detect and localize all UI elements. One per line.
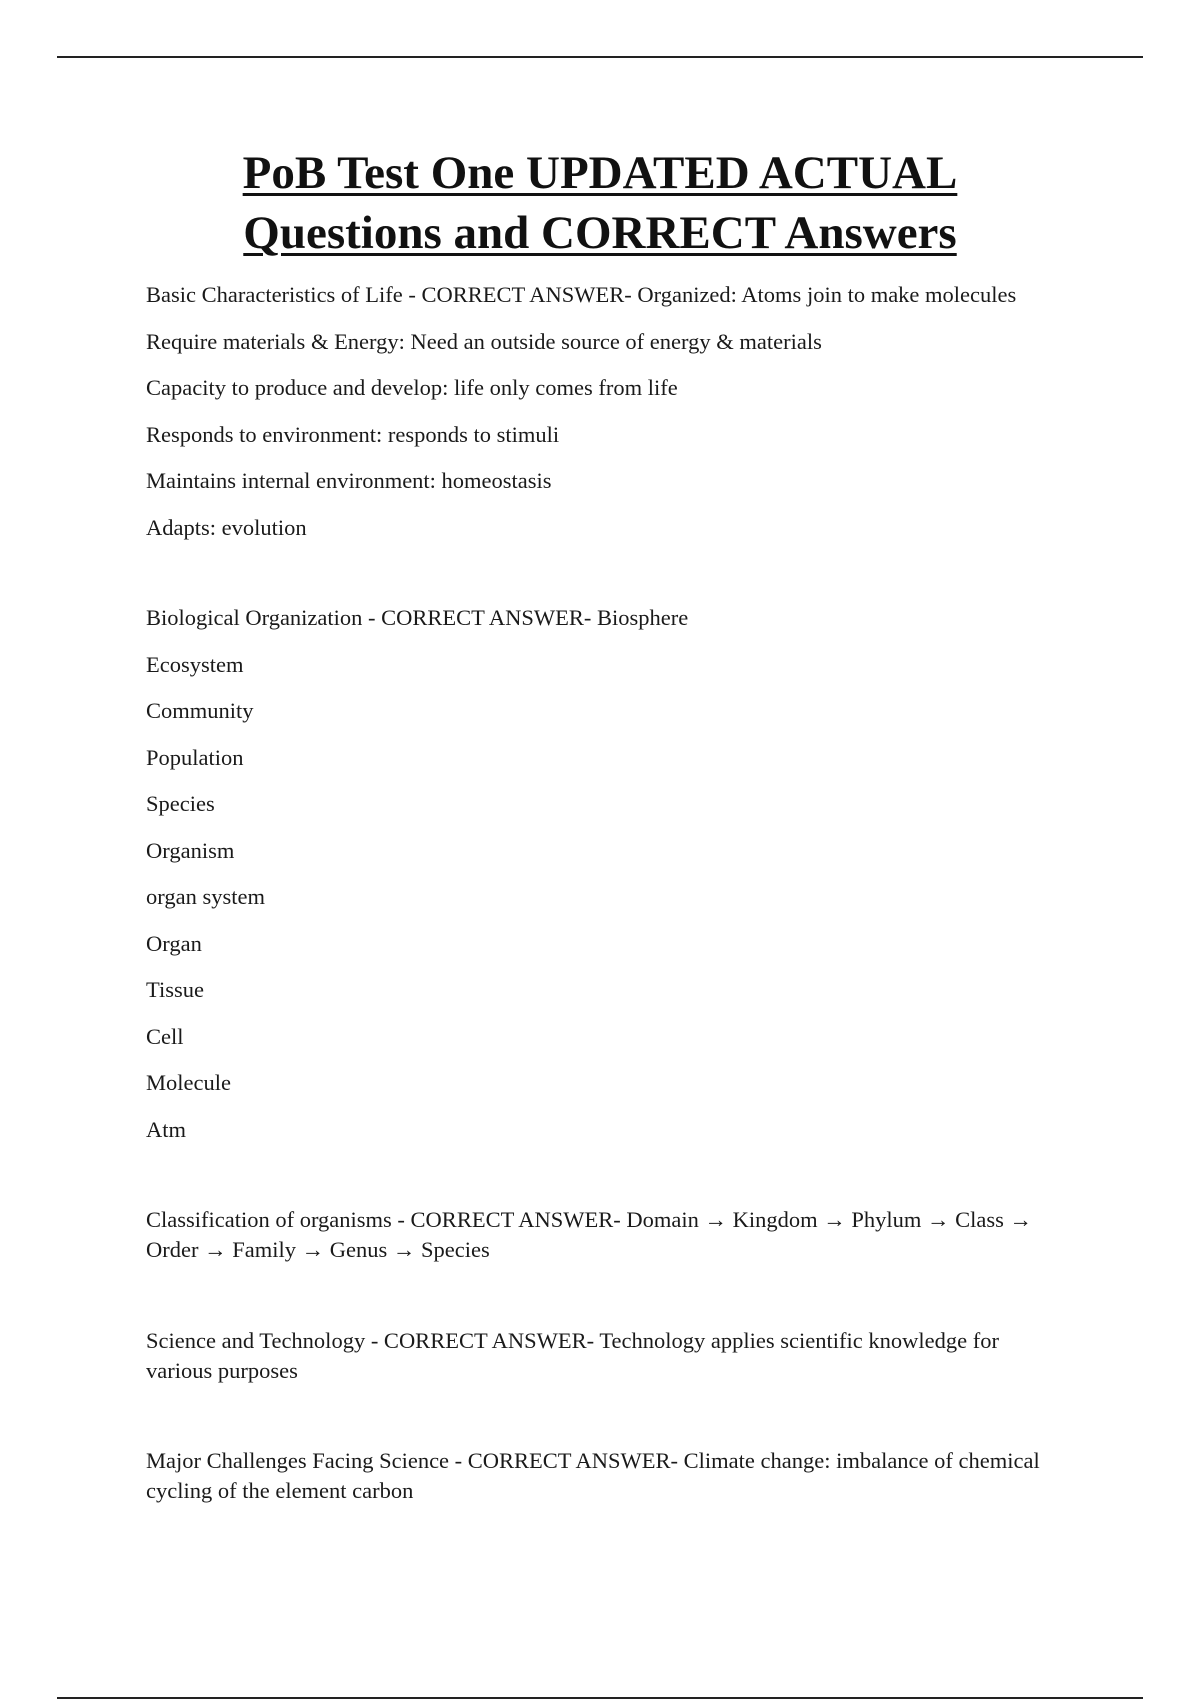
answer-line: Responds to environment: responds to stimuli	[146, 421, 560, 447]
bottom-divider	[57, 1697, 1143, 1699]
document-body	[146, 280, 1046, 1523]
answer-line: Cell	[146, 1023, 184, 1049]
qa-question-characteristics: Basic Characteristics of Life - CORRECT ANSWER- Organized: Atoms join to make molecules	[146, 282, 1017, 307]
answer-line: Adapts: evolution	[146, 514, 307, 540]
answer-line: Organism	[146, 837, 235, 863]
answer-line: Ecosystem	[146, 651, 244, 677]
top-divider	[57, 56, 1143, 58]
answer-line: Require materials & Energy: Need an outside source of energy & materials	[146, 328, 822, 354]
answer-line: Species	[146, 791, 215, 816]
answer-line: Organ	[146, 930, 202, 956]
section-gap	[146, 1161, 1046, 1205]
answer-line: Molecule	[146, 1070, 231, 1095]
section-gap	[146, 559, 1046, 603]
title-line-2: Questions and CORRECT Answers	[243, 207, 957, 259]
qa-question-major-challenges: Major Challenges Facing Science - CORRECT ANSWER- Climate change: imbalance of chemical cycling of the element carbon	[146, 1448, 1040, 1503]
qa-question-science-technology: Science and Technology - CORRECT ANSWER- Technology applies scientific knowledge for various purposes	[146, 1327, 999, 1383]
answer-line: Atm	[146, 1116, 187, 1142]
answer-line: Tissue	[146, 977, 204, 1002]
answer-line: Community	[146, 698, 254, 723]
answer-line: Population	[146, 744, 244, 770]
section-gap	[146, 1282, 1046, 1326]
document-title	[0, 143, 1200, 263]
answer-line: organ system	[146, 884, 265, 909]
title-line-1: PoB Test One UPDATED ACTUAL	[242, 147, 958, 199]
section-gap	[146, 1402, 1046, 1446]
qa-question-biological-organization: Biological Organization - CORRECT ANSWER- Biosphere	[146, 605, 689, 630]
qa-question-classification: Classification of organisms - CORRECT ANSWER- Domain → Kingdom → Phylum → Class → Order → Family → Genus → Species	[146, 1207, 1033, 1262]
answer-line: Capacity to produce and develop: life only comes from life	[146, 375, 678, 400]
answer-line: Maintains internal environment: homeostasis	[146, 468, 552, 493]
